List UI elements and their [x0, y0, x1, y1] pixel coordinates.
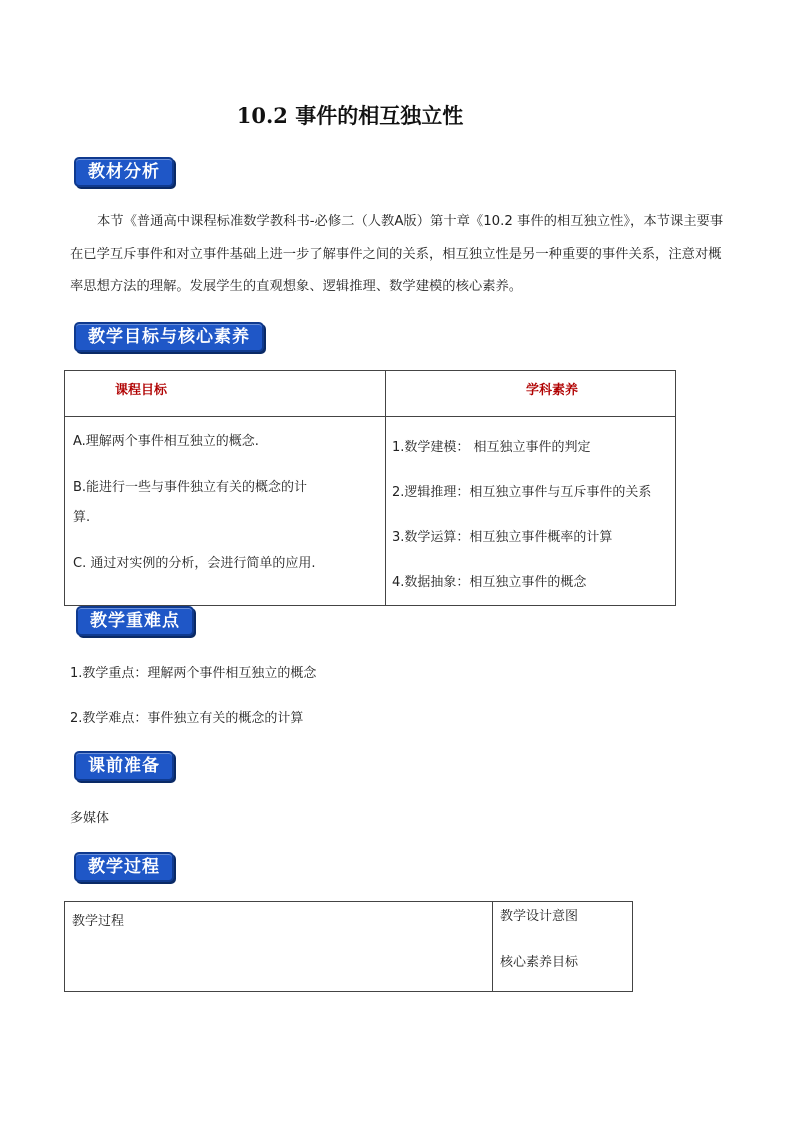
literacy-item: 4.数据抽象：相互独立事件的概念	[392, 575, 587, 590]
literacy-cell	[386, 417, 676, 606]
section-heading-key-points: 教学重难点	[76, 606, 194, 636]
section-heading-preparation: 课前准备	[74, 751, 174, 781]
goal-item: C. 通过对实例的分析，会进行简单的应用.	[73, 556, 316, 571]
goals-cell	[65, 417, 386, 606]
objectives-header-cell	[65, 371, 386, 417]
design-intent-label: 教学设计意图	[500, 909, 579, 924]
course-goals-header: 课程目标	[115, 383, 168, 398]
objectives-table	[64, 370, 676, 606]
key-point-item: 1.教学重点：理解两个事件相互独立的概念	[70, 666, 317, 681]
literacy-item: 3.数学运算：相互独立事件概率的计算	[392, 530, 613, 545]
section-heading-process: 教学过程	[74, 852, 174, 882]
goal-item: B.能进行一些与事件独立有关的概念的计	[73, 480, 308, 495]
literacy-header: 学科素养	[526, 383, 579, 398]
literacy-goal-label: 核心素养目标	[500, 955, 579, 970]
literacy-item: 2.逻辑推理：相互独立事件与互斥事件的关系	[392, 485, 652, 500]
preparation-text: 多媒体	[70, 811, 110, 826]
literacy-header-cell	[386, 371, 676, 417]
literacy-item: 1.数学建模： 相互独立事件的判定	[392, 440, 591, 455]
section-heading-analysis: 教材分析	[74, 157, 174, 187]
goal-item: A.理解两个事件相互独立的概念.	[73, 434, 259, 449]
process-table	[64, 901, 633, 992]
goal-item: 算.	[73, 510, 91, 525]
process-intent-cell	[493, 902, 633, 992]
difficulty-item: 2.教学难点：事件独立有关的概念的计算	[70, 711, 304, 726]
analysis-paragraph: 本节《普通高中课程标准数学教科书-必修二（人教A版）第十章《10.2 事件的相互独立性》，本节课主要事在已学互斥事件和对立事件基础上进一步了解事件之间的关系，相互独立性是另一种重要的事件关系，注意对概率思想方法的理解。发展学生的直观想象、逻辑推理、数学建模的核心素养。	[70, 214, 724, 294]
process-main-cell	[65, 902, 493, 992]
section-heading-objectives: 教学目标与核心素养	[74, 322, 264, 352]
process-column-label: 教学过程	[72, 914, 125, 929]
page-title: 10.2 事件的相互独立性	[236, 103, 464, 128]
